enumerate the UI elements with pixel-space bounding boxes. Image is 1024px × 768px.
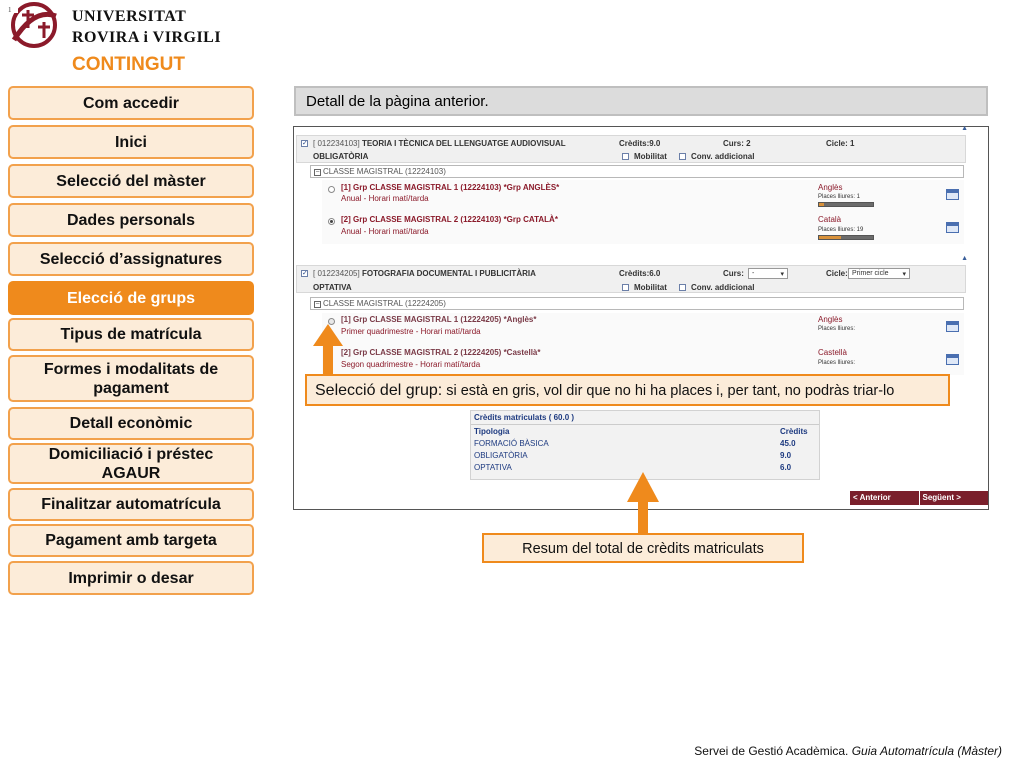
mobility-checkbox[interactable] [622,153,629,160]
course-type: OPTATIVA [313,283,352,292]
group-box[interactable]: − CLASSE MAGISTRAL (12224205) [310,297,964,310]
collapse-icon[interactable]: − [315,169,320,176]
group-radio[interactable] [328,218,335,225]
university-name: UNIVERSITAT ROVIRA i VIRGILI [72,8,222,46]
year-select[interactable]: - ▾ [748,268,788,279]
nav-detall-economic[interactable]: Detall econòmic [8,407,254,440]
places-label: Places lliures: [818,326,856,332]
mobility-checkbox[interactable] [622,284,629,291]
column-header: Crèdits [780,427,808,436]
table-cell: 9.0 [780,451,792,460]
nav-inici[interactable]: Inici [8,125,254,159]
table-cell: OPTATIVA [474,463,512,472]
footer: Servei de Gestió Acadèmica. Guia Automatrícula (Màster) [694,744,1002,758]
mobility-label: Mobilitat [634,283,667,292]
group-rows [322,313,964,375]
group-box[interactable]: − CLASSE MAGISTRAL (12224103) [310,165,964,178]
group-schedule: Segon quadrimestre - Horari matí/tarda [341,360,481,369]
course-year: Curs: [723,269,744,278]
nav-tipus-matricula[interactable]: Tipus de matrícula [8,318,254,351]
seal-caption: 1 [8,6,12,14]
course-credits: Crèdits:6.0 [619,269,661,278]
course-header [296,135,966,163]
course-credits: Crèdits:9.0 [619,139,661,148]
conv-label: Conv. addicional [691,152,755,161]
nav-seleccio-master[interactable]: Selecció del màster [8,164,254,198]
group-name: [1] Grp CLASSE MAGISTRAL 1 (12224103) *Grp ANGLÈS* [341,183,560,192]
group-selection-note: Selecció del grup: si està en gris, vol dir que no hi ha places i, per tant, no podràs triar-lo [305,374,950,406]
group-language: Català [818,215,842,224]
credits-summary-note: Resum del total de crèdits matriculats [482,533,804,563]
places-bar [818,235,874,240]
up-arrow-icon [627,472,659,534]
conv-checkbox[interactable] [679,153,686,160]
nav-com-accedir[interactable]: Com accedir [8,86,254,120]
scroll-up-icon[interactable]: ▲ [961,255,968,262]
course-checkbox[interactable]: ✓ [302,270,308,277]
contents-title: CONTINGUT [72,54,185,75]
course-title: [ 012234103] TEORIA I TÈCNICA DEL LLENGUATGE AUDIOVISUAL [313,139,566,148]
course-cycle: Cicle: [826,269,848,278]
credits-summary-table [470,410,820,480]
mobility-label: Mobilitat [634,152,667,161]
group-rows [322,180,964,244]
calendar-icon[interactable] [946,354,959,365]
nav-eleccio-grups[interactable]: Elecció de grups [8,281,254,315]
group-language: Anglès [818,183,843,192]
cycle-select[interactable]: Primer cicle ▾ [848,268,910,279]
nav-formes-pagament[interactable]: Formes i modalitats de pagament [8,355,254,402]
group-name: [2] Grp CLASSE MAGISTRAL 2 (12224103) *Grp CATALÀ* [341,215,558,224]
table-cell: OBLIGATÒRIA [474,451,528,460]
nav-imprimir-desar[interactable]: Imprimir o desar [8,561,254,595]
up-arrow-icon [313,324,343,376]
course-title: [ 012234205] FOTOGRAFIA DOCUMENTAL I PUBLICITÀRIA [313,269,536,278]
nav-pagament-targeta[interactable]: Pagament amb targeta [8,524,254,557]
university-seal-logo [4,2,68,48]
group-schedule: Primer quadrimestre - Horari matí/tarda [341,327,481,336]
course-type: OBLIGATÒRIA [313,152,369,161]
course-year: Curs: 2 [723,139,751,148]
places-bar [818,202,874,207]
calendar-icon[interactable] [946,321,959,332]
calendar-icon[interactable] [946,189,959,200]
collapse-icon[interactable]: − [315,301,320,308]
group-radio[interactable] [328,186,335,193]
group-schedule: Anual - Horari matí/tarda [341,194,429,203]
group-name: [2] Grp CLASSE MAGISTRAL 2 (12224205) *Castellà* [341,348,541,357]
table-cell: 45.0 [780,439,796,448]
nav-domiciliacio-agaur[interactable]: Domiciliació i préstec AGAUR [8,443,254,484]
nav-seleccio-assignatures[interactable]: Selecció d’assignatures [8,242,254,276]
group-schedule: Anual - Horari matí/tarda [341,227,429,236]
nav-dades-personals[interactable]: Dades personals [8,203,254,237]
next-button[interactable]: Següent > [922,493,961,502]
group-language: Anglès [818,315,843,324]
credits-summary-title: Crèdits matriculats ( 60.0 ) [471,411,819,425]
places-label: Places lliures: 1 [818,194,861,200]
course-header [296,265,966,293]
previous-button[interactable]: < Anterior [850,491,920,505]
group-name: [1] Grp CLASSE MAGISTRAL 1 (12224205) *Anglès* [341,315,537,324]
places-label: Places lliures: [818,360,856,366]
places-bar-fill [819,203,824,206]
table-cell: 6.0 [780,463,792,472]
column-header: Tipologia [474,427,510,436]
course-checkbox[interactable]: ✓ [302,140,308,147]
group-selection-screenshot [293,126,989,510]
course-cycle: Cicle: 1 [826,139,855,148]
scroll-up-icon[interactable]: ▲ [961,125,968,132]
places-label: Places lliures: 19 [818,227,864,233]
pagination-bar [850,491,988,505]
group-language: Castellà [818,348,847,357]
calendar-icon[interactable] [946,222,959,233]
caption-box: Detall de la pàgina anterior. [294,86,988,116]
conv-checkbox[interactable] [679,284,686,291]
places-bar-fill [819,236,841,239]
table-cell: FORMACIÓ BÀSICA [474,439,549,448]
conv-label: Conv. addicional [691,283,755,292]
nav-finalitzar[interactable]: Finalitzar automatrícula [8,488,254,521]
